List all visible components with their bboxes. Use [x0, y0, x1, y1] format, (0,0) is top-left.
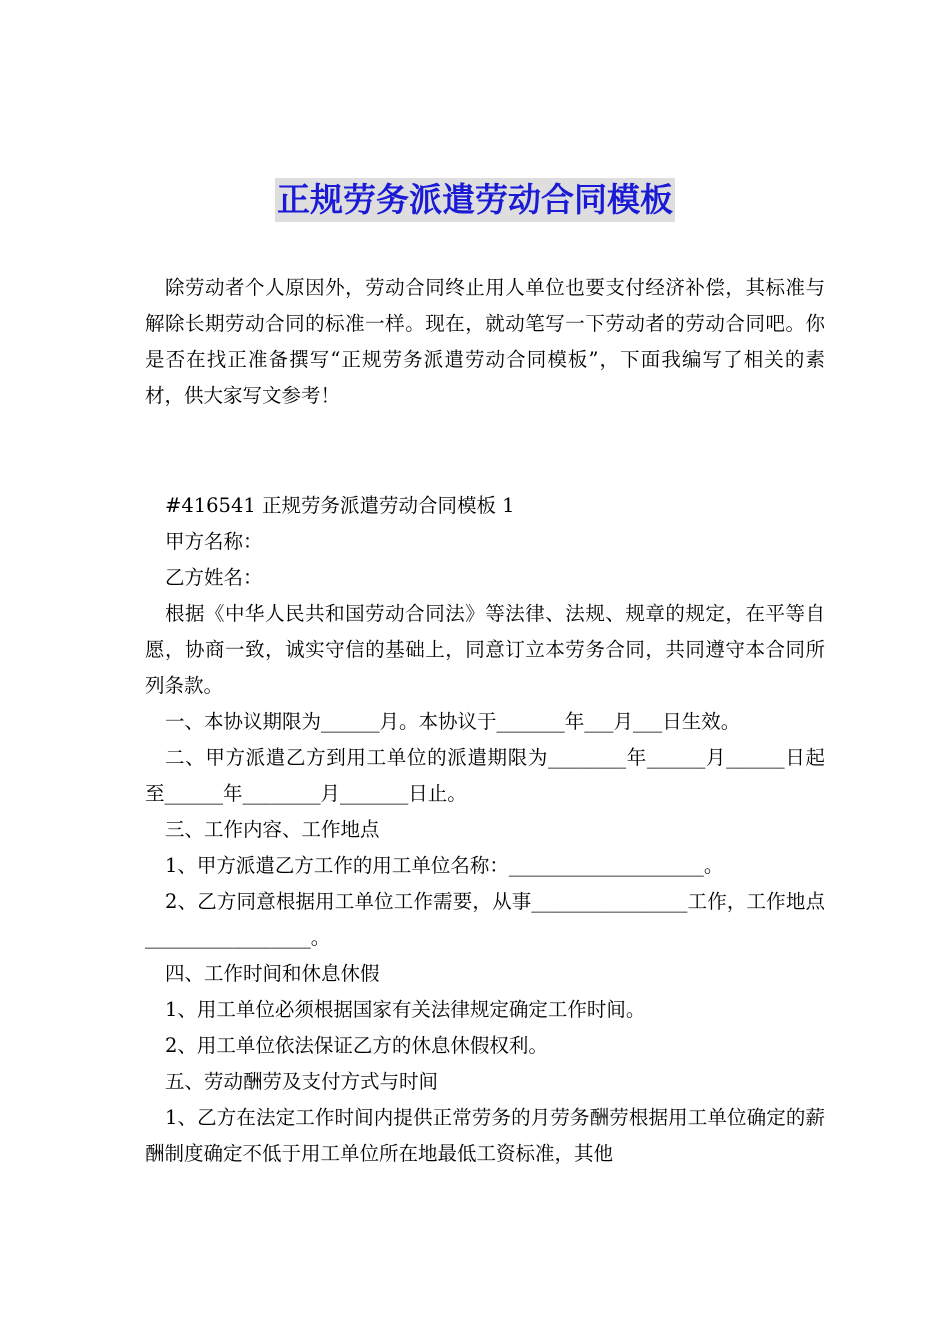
contract-heading: #416541 正规劳务派遣劳动合同模板 1 — [165, 494, 515, 517]
clause-3-2: 2、乙方同意根据用工单位工作需要，从事________________工作，工作地点_________________。 — [145, 890, 825, 949]
clause-4-title: 四、工作时间和休息休假 — [165, 962, 380, 985]
clause-5-1: 1、乙方在法定工作时间内提供正常劳务的月劳务酬劳根据用工单位确定的薪酬制度确定不低于用工单位所在地最低工资标准，其他 — [145, 1106, 825, 1165]
title-wrapper — [0, 178, 950, 222]
clause-1: 一、本协议期限为______月。本协议于_______年___月___日生效。 — [165, 710, 741, 733]
clause-3-title: 三、工作内容、工作地点 — [165, 818, 380, 841]
document-title: 正规劳务派遣劳动合同模板 — [275, 178, 675, 222]
clause-3-1: 1、甲方派遣乙方工作的用工单位名称：____________________。 — [165, 854, 724, 877]
preamble-paragraph: 根据《中华人民共和国劳动合同法》等法律、法规、规章的规定，在平等自愿，协商一致，诚实守信的基础上，同意订立本劳务合同，共同遵守本合同所列条款。 — [145, 602, 825, 697]
party-b-line: 乙方姓名： — [165, 566, 263, 589]
intro-section — [145, 270, 825, 414]
party-a-line: 甲方名称： — [165, 530, 263, 553]
clause-4-1: 1、用工单位必须根据国家有关法律规定确定工作时间。 — [165, 998, 646, 1021]
clause-2: 二、甲方派遣乙方到用工单位的派遣期限为________年______月______日起至______年________月_______日止。 — [145, 746, 825, 805]
contract-section — [145, 488, 825, 1172]
intro-paragraph: 除劳动者个人原因外，劳动合同终止用人单位也要支付经济补偿，其标准与解除长期劳动合同的标准一样。现在，就动笔写一下劳动者的劳动合同吧。你是否在找正准备撰写“正规劳务派遣劳动合同模板”，下面我编写了相关的素材，供大家写文参考！ — [145, 276, 825, 407]
clause-4-2: 2、用工单位依法保证乙方的休息休假权利。 — [165, 1034, 548, 1057]
clause-5-title: 五、劳动酬劳及支付方式与时间 — [165, 1070, 439, 1093]
